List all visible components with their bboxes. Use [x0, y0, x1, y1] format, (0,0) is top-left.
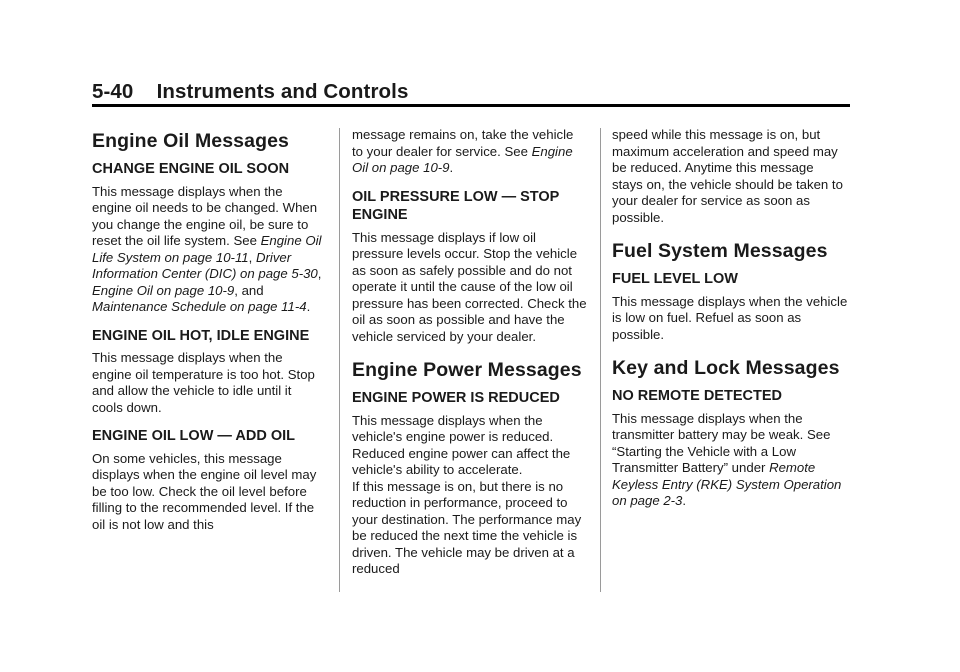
header-rule [92, 104, 850, 107]
paragraph-fuel-level-low: This message displays when the vehicle is low on fuel. Refuel as soon as possible. [612, 293, 848, 342]
paragraph-engine-power-continued: speed while this message is on, but maximum acceleration and speed may be reduced. Anytime this message stays on, the vehicle should be taken to your dealer for service as soon as possible. [612, 127, 843, 225]
column-divider-2 [600, 128, 601, 592]
subheading-oil-pressure-low: OIL PRESSURE LOW — STOP ENGINE [352, 188, 560, 223]
link-remote-keyless-entry[interactable]: Remote Keyless Entry (RKE) System Operation on page 2-3 [612, 460, 842, 508]
paragraph-change-engine-oil-soon: This message displays when the engine oil needs to be changed. When you change the engine oil, be sure to reset the oil life system. See Engine Oil Life System on page 10-11, Driver Information Center (DIC) on page 5-30, Engine Oil on page 10-9, and Maintenance Schedule on page 11-4. [92, 183, 322, 314]
column-3 [612, 128, 848, 521]
paragraph-no-remote-detected: This message displays when the transmitter battery may be weak. See “Starting the Vehicle with a Low Transmitter Battery” under Remote Keyless Entry (RKE) System Operation on page 2-3. [612, 410, 842, 508]
column-divider-1 [339, 128, 340, 592]
heading-fuel-system-messages: Fuel System Messages [612, 240, 828, 262]
column-1 [92, 128, 324, 544]
heading-engine-oil-messages: Engine Oil Messages [92, 130, 289, 152]
paragraph-oil-pressure-low: This message displays if low oil pressure levels occur. Stop the vehicle as soon as safely possible and do not operate it until the cause of the low oil pressure has been corrected. Check the oil as soon as possible and have the vehicle serviced by your dealer. [352, 229, 587, 344]
paragraph-engine-oil-low: On some vehicles, this message displays when the engine oil level may be too low. Check the oil level before filling to the recommended level. If the oil is not low and this [92, 450, 317, 532]
page-header [92, 80, 408, 104]
paragraph-engine-oil-low-continued: message remains on, take the vehicle to your dealer for service. See Engine Oil on page 10-9. [352, 127, 574, 175]
subheading-engine-oil-low: ENGINE OIL LOW — ADD OIL [92, 428, 295, 444]
link-driver-information-center[interactable]: Driver Information Center (DIC) on page 5-30 [92, 249, 318, 281]
subheading-change-engine-oil-soon: CHANGE ENGINE OIL SOON [92, 161, 290, 177]
paragraph-engine-power-reduced-2: If this message is on, but there is no reduction in performance, proceed to your destination. The performance may be reduced the next time the vehicle is driven. The vehicle may be driven at a reduced [352, 478, 582, 576]
link-maintenance-schedule[interactable]: Maintenance Schedule on page 11-4 [92, 299, 307, 314]
column-2 [352, 128, 588, 589]
heading-key-and-lock-messages: Key and Lock Messages [612, 357, 840, 379]
link-engine-oil-page-10-9[interactable]: Engine Oil on page 10-9 [352, 143, 573, 175]
paragraph-engine-oil-hot: This message displays when the engine oil temperature is too hot. Stop and allow the vehicle to idle until it cools down. [92, 350, 315, 415]
link-engine-oil-life-system[interactable]: Engine Oil Life System on page 10-11 [92, 233, 322, 265]
link-engine-oil[interactable]: Engine Oil on page 10-9 [92, 282, 235, 298]
paragraph-engine-power-reduced-1: This message displays when the vehicle's engine power is reduced. Reduced engine power can affect the vehicle's ability to accelerate. [352, 412, 571, 477]
section-title: Instruments and Controls [156, 80, 409, 103]
subheading-engine-power-reduced: ENGINE POWER IS REDUCED [352, 390, 560, 406]
heading-engine-power-messages: Engine Power Messages [352, 359, 582, 381]
subheading-fuel-level-low: FUEL LEVEL LOW [612, 271, 738, 287]
subheading-engine-oil-hot: ENGINE OIL HOT, IDLE ENGINE [92, 327, 310, 344]
subheading-no-remote-detected: NO REMOTE DETECTED [612, 388, 782, 404]
page-number: 5-40 [92, 80, 134, 103]
